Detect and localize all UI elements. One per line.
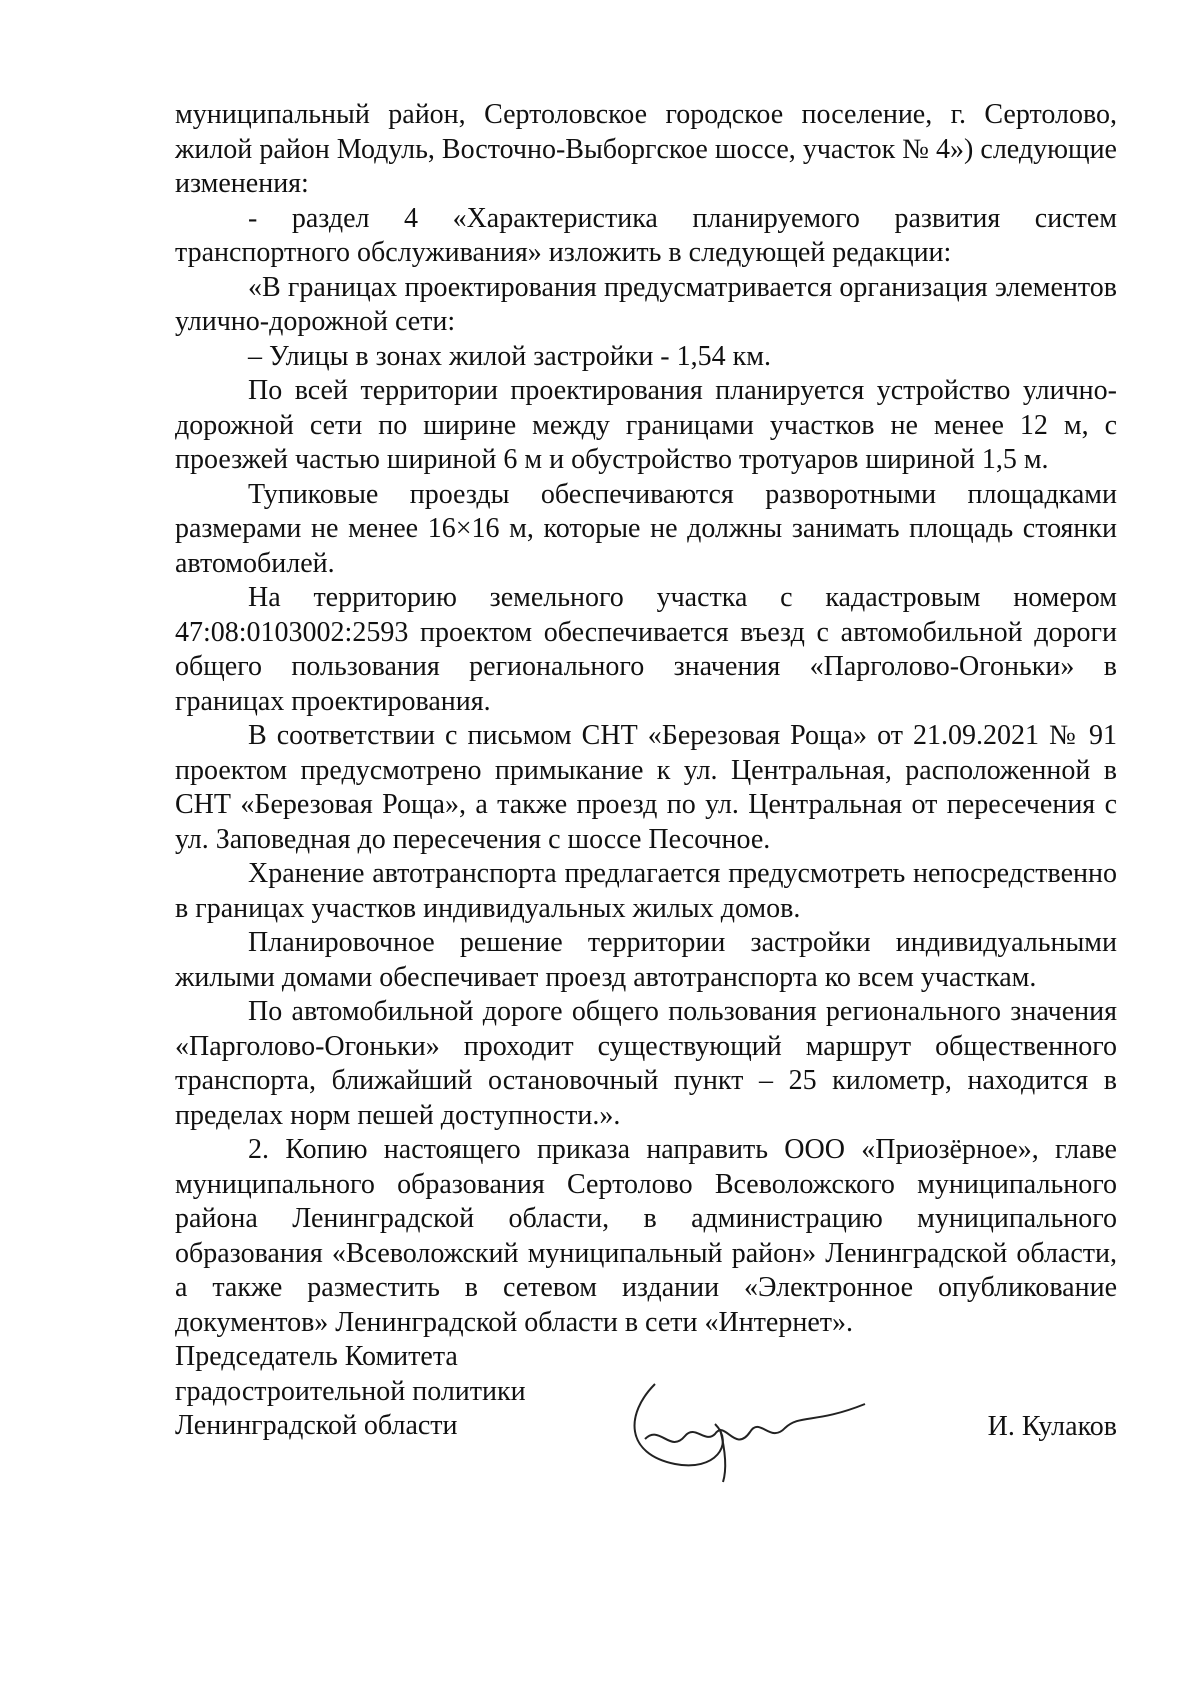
- paragraph-street-network: «В границах проектирования предусматривается организация элементов улично-дорожной сети:: [175, 271, 1117, 337]
- paragraph-vehicle-storage: Хранение автотранспорта предлагается предусмотреть непосредственно в границах участков индивидуальных жилых домов.: [175, 858, 1117, 924]
- paragraph-planning-solution: Планировочное решение территории застройки индивидуальными жилыми домами обеспечивает проезд автотранспорта ко всем участкам.: [175, 927, 1117, 993]
- signatory-title-line: Председатель Комитета: [175, 1341, 458, 1372]
- paragraph-section-4: - раздел 4 «Характеристика планируемого развития систем транспортного обслуживания» изложить в следующей редакции:: [175, 202, 1117, 268]
- paragraph-dead-ends: Тупиковые проезды обеспечиваются разворотными площадками размерами не менее 16×16 м, которые не должны занимать площадь стоянки автомобилей.: [175, 478, 1117, 579]
- paragraph-entrance: На территорию земельного участка с кадастровым номером 47:08:0103002:2593 проектом обеспечивается въезд с автомобильной дороги общего пользования регионального значения «Парголово-Огоньки» в границах проектирования.: [175, 582, 1117, 717]
- paragraph-distribution: 2. Копию настоящего приказа направить ООО «Приозёрное», главе муниципального образования Сертолово Всеволожского муниципального района Ленинградской области, в администрацию муниципального образования «Всеволожский муниципальный район» Ленинградской области, а также разместить в сетевом издании «Электронное опубликование документов» Ленинградской области в сети «Интернет».: [175, 1134, 1117, 1338]
- paragraph-street-width: По всей территории проектирования планируется устройство улично-дорожной сети по ширине между границами участков не менее 12 м, с проезжей частью шириной 6 м и обустройство тротуаров шириной 1,5 м.: [175, 375, 1117, 475]
- handwritten-signature: [615, 1344, 875, 1484]
- document-body: [175, 98, 1117, 1340]
- paragraph-public-transport: По автомобильной дороге общего пользования регионального значения «Парголово-Огоньки» проходит существующий маршрут общественного транспорта, ближайший остановочный пункт – 25 километр, находится в пределах норм пешей доступности.».: [175, 996, 1117, 1131]
- signature-block: [175, 1340, 1117, 1470]
- paragraph-streets-length: – Улицы в зонах жилой застройки - 1,54 км.: [248, 340, 771, 372]
- signatory-title-line: градостроительной политики: [175, 1375, 526, 1407]
- signatory-title-line: Ленинградской области: [175, 1410, 458, 1441]
- signatory-name: И. Кулаков: [987, 1411, 1117, 1442]
- paragraph-snt-letter: В соответствии с письмом СНТ «Березовая Роща» от 21.09.2021 № 91 проектом предусмотрено примыкание к ул. Центральная, расположенной в СНТ «Березовая Роща», а также проезд по ул. Центральная от пересечения с ул. Заповедная до пересечения с шоссе Песочное.: [175, 720, 1117, 855]
- paragraph-continuation: муниципальный район, Сертоловское городское поселение, г. Сертолово, жилой район Модуль, Восточно-Выборгское шоссе, участок № 4») следующие изменения:: [175, 99, 1117, 199]
